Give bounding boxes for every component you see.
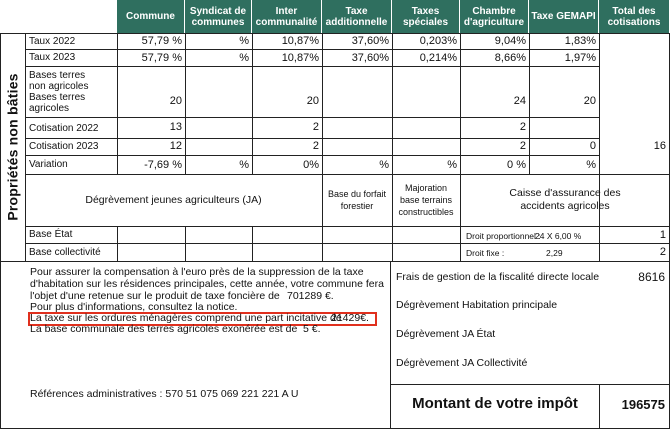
note-line-3-value: 701289 €. [287, 290, 334, 302]
degrevement-ja-etat-label: Dégrèvement JA État [396, 328, 496, 340]
variation-syndicat: % [239, 158, 249, 171]
variation-chambre: 0 % [507, 158, 526, 171]
taux2022-interco: 10,87% [281, 35, 319, 47]
montant-impot-value: 196575 [621, 397, 665, 412]
taux2022-taxes-spec: 0,203% [419, 35, 457, 47]
taux2023-commune: 57,79 % [141, 51, 182, 64]
bases-commune: 20 [169, 95, 182, 107]
row-label-cotisation-2023: Cotisation 2023 [29, 141, 99, 152]
note-line-2: d'habitation sur les résidences principales, cette année, votre commune fera [30, 278, 384, 290]
droit-fixe-value: 2,29 [546, 248, 563, 258]
cot2022-commune: 13 [169, 121, 182, 133]
cot2022-interco: 2 [312, 121, 319, 133]
references-administratives: Références administratives : 570 51 075 069 221 221 A U [30, 388, 299, 400]
variation-interco: 0% [303, 158, 319, 171]
taux2023-taxes-spec: 0,214% [419, 51, 457, 64]
col-header-total: Total des cotisations [599, 0, 670, 33]
caisse-assurance-header: Caisse d'assurance des accidents agricoles [509, 187, 621, 212]
col-header-gemapi: Taxe GEMAPI [529, 0, 599, 33]
droit-proportionnel-value: 24 X 6,00 % [535, 231, 582, 241]
note-line-1: Pour assurer la compensation à l'euro près de la suppression de la taxe [30, 266, 364, 278]
row-label-taux-2023: Taux 2023 [29, 52, 76, 63]
forfait-forestier-header: Base du forfait forestier [327, 189, 387, 211]
variation-gemapi: % [586, 158, 596, 171]
note-line-3: l'objet d'une retenue sur le produit de taxe foncière de [30, 290, 280, 302]
variation-commune: -7,69 % [144, 158, 182, 171]
bases-interco: 20 [306, 95, 319, 107]
taux2022-commune: 57,79 % [141, 35, 182, 47]
montant-impot-label: Montant de votre impôt [412, 395, 578, 412]
droit-fixe-total: 2 [659, 246, 666, 258]
row-label-cotisation-2022: Cotisation 2022 [29, 122, 99, 134]
taux2022-gemapi: 1,83% [564, 35, 596, 47]
taux2022-syndicat: % [239, 35, 249, 47]
col-header-syndicat: Syndicat de communes [185, 0, 252, 33]
cot2022-chambre: 2 [519, 121, 526, 133]
note-line-5: La taxe sur les ordures ménagères comprend une part incitative de [30, 312, 342, 324]
droit-fixe-label: Droit fixe : [466, 248, 505, 258]
frais-gestion-value: 8616 [638, 270, 665, 284]
col-header-chambre-agriculture: Chambre d'agriculture [460, 0, 529, 33]
note-line-5-value: 21429€. [331, 312, 369, 324]
droit-proportionnel-label: Droit proportionnel : [466, 231, 541, 241]
cot2023-commune: 12 [169, 139, 182, 152]
variation-taxes-spec: % [447, 158, 457, 171]
droit-proportionnel-total: 1 [659, 228, 666, 241]
cot2023-interco: 2 [312, 139, 319, 152]
cot2023-total: 16 [653, 139, 666, 152]
taux2023-gemapi: 1,97% [564, 51, 596, 64]
frais-gestion-label: Frais de gestion de la fiscalité directe locale [396, 271, 600, 283]
taux2023-taxe-add: 37,60% [351, 51, 389, 64]
taux2023-interco: 10,87% [281, 51, 319, 64]
col-header-commune: Commune [117, 0, 185, 33]
note-line-6: La base communale des terres agricoles exonérée est de [30, 323, 298, 335]
degrevement-ja-collectivite-label: Dégrèvement JA Collectivité [396, 357, 528, 369]
section-title-proprietes-non-baties: Propriétés non bâties [4, 73, 21, 221]
majoration-header: Majoration base terrains constructibles [398, 183, 454, 217]
degrevement-habitation-label: Dégrèvement Habitation principale [396, 299, 558, 311]
col-header-interco: Inter communalité [252, 0, 322, 33]
taux2022-chambre: 9,04% [494, 35, 526, 47]
row-label-taux-2022: Taux 2022 [29, 35, 76, 47]
row-label-variation: Variation [29, 159, 68, 170]
col-header-taxe-additionnelle: Taxe additionnelle [322, 0, 392, 33]
cot2023-gemapi: 0 [589, 139, 596, 152]
bases-chambre: 24 [513, 95, 526, 107]
row-label-base-collectivite: Base collectivité [29, 246, 101, 258]
cot2023-chambre: 2 [519, 139, 526, 152]
taux2023-chambre: 8,66% [494, 51, 526, 64]
row-label-bases: Bases terres non agricoles Bases terres agricoles [29, 70, 89, 114]
bases-gemapi: 20 [583, 95, 596, 107]
col-header-taxes-speciales: Taxes spéciales [392, 0, 460, 33]
row-label-base-etat: Base État [29, 229, 73, 240]
taux2022-taxe-add: 37,60% [351, 35, 389, 47]
taux2023-syndicat: % [239, 51, 249, 64]
note-line-6-value: 5 €. [303, 323, 321, 335]
degrevement-ja-header: Dégrèvement jeunes agriculteurs (JA) [85, 194, 262, 206]
note-line-4: Pour plus d'informations, consultez la notice. [30, 301, 238, 313]
variation-taxe-add: % [379, 158, 389, 171]
